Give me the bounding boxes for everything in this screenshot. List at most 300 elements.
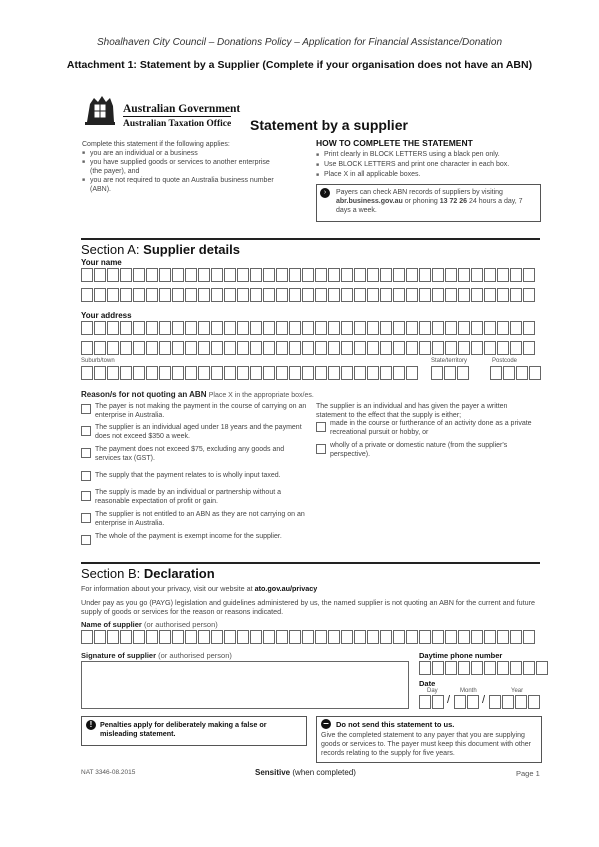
character-box[interactable] [445,268,457,282]
reason-text: The supply is made by an individual or partnership without a reasonable expectation of profit or gain. [95,489,281,505]
character-box[interactable] [289,341,301,355]
character-box[interactable] [380,288,392,302]
character-box[interactable] [211,321,223,335]
character-box[interactable] [458,288,470,302]
state-label: State/territory [431,358,468,364]
character-box[interactable] [133,288,145,302]
character-box[interactable] [406,288,418,302]
character-box[interactable] [224,288,236,302]
section-b-name: Declaration [143,566,215,581]
reason-checkbox[interactable] [81,404,91,414]
address-row-2[interactable] [81,341,535,355]
character-box[interactable] [536,661,548,675]
character-box[interactable] [354,341,366,355]
date-label: Date [419,679,436,688]
character-box[interactable] [510,661,522,675]
character-box[interactable] [224,321,236,335]
character-box[interactable] [120,321,132,335]
page-number: Page 1 [516,769,540,778]
character-box[interactable] [198,288,210,302]
character-box[interactable] [393,366,405,380]
character-box[interactable] [289,288,301,302]
character-box[interactable] [367,630,379,644]
gov-line-2: Australian Taxation Office [123,119,232,129]
character-box[interactable] [419,321,431,335]
character-box[interactable] [471,630,483,644]
character-box[interactable] [419,695,431,709]
character-box[interactable] [94,321,106,335]
character-box[interactable] [107,268,119,282]
character-box[interactable] [250,630,262,644]
character-box[interactable] [367,321,379,335]
suburb-boxes[interactable] [81,366,418,380]
character-box[interactable] [432,661,444,675]
reason-checkbox[interactable] [81,513,91,523]
character-box[interactable] [198,321,210,335]
character-box[interactable] [471,321,483,335]
signature-box[interactable] [81,661,409,709]
running-header: Shoalhaven City Council – Donations Policy – Application for Financial Assistance/Donation [96,37,503,48]
character-box[interactable] [211,366,223,380]
character-box[interactable] [120,341,132,355]
character-box[interactable] [367,268,379,282]
character-box[interactable] [263,630,275,644]
character-box[interactable] [445,341,457,355]
character-box[interactable] [393,321,405,335]
character-box[interactable] [276,341,288,355]
character-box[interactable] [133,630,145,644]
character-box[interactable] [198,366,210,380]
intro-lead: Complete this statement if the following applies: [82,141,230,148]
name-row-1[interactable] [81,268,535,282]
character-box[interactable] [185,268,197,282]
character-box[interactable] [431,366,443,380]
do-not-send-title: Do not send this statement to us. [336,720,455,729]
character-box[interactable] [185,288,197,302]
character-box[interactable] [107,288,119,302]
character-box[interactable] [406,268,418,282]
character-box[interactable] [503,366,515,380]
abn-site-link[interactable]: abr.business.gov.au [336,198,403,205]
state-boxes[interactable] [431,366,469,380]
character-box[interactable] [467,695,479,709]
character-box[interactable] [419,288,431,302]
character-box[interactable] [432,630,444,644]
character-box[interactable] [367,288,379,302]
character-box[interactable] [263,268,275,282]
character-box[interactable] [133,268,145,282]
character-box[interactable] [250,288,262,302]
character-box[interactable] [302,341,314,355]
character-box[interactable] [159,341,171,355]
privacy-link[interactable]: ato.gov.au/privacy [254,584,318,593]
character-box[interactable] [380,268,392,282]
character-box[interactable] [341,341,353,355]
intro-item: ■ you are an individual or a business [82,149,282,158]
character-box[interactable] [146,630,158,644]
character-box[interactable] [94,268,106,282]
character-box[interactable] [393,630,405,644]
character-box[interactable] [198,268,210,282]
character-box[interactable] [276,321,288,335]
character-box[interactable] [484,341,496,355]
supplier-name-hint: (or authorised person) [143,620,218,629]
character-box[interactable] [341,321,353,335]
character-box[interactable] [457,366,469,380]
character-box[interactable] [289,366,301,380]
character-box[interactable] [341,268,353,282]
character-box[interactable] [523,321,535,335]
section-b-rule [81,562,540,564]
character-box[interactable] [315,366,327,380]
character-box[interactable] [445,630,457,644]
character-box[interactable] [354,288,366,302]
character-box[interactable] [406,321,418,335]
character-box[interactable] [211,341,223,355]
character-box[interactable] [250,366,262,380]
character-box[interactable] [237,341,249,355]
character-box[interactable] [354,366,366,380]
howto-item: ■ Use BLOCK LETTERS and print one character in each box. [316,160,546,170]
character-box[interactable] [515,695,527,709]
character-box[interactable] [94,630,106,644]
character-box[interactable] [81,341,93,355]
gov-line-1: Australian Government [123,103,241,115]
character-box[interactable] [185,366,197,380]
no-entry-icon: – [321,719,331,729]
character-box[interactable] [328,268,340,282]
character-box[interactable] [328,288,340,302]
character-box[interactable] [302,288,314,302]
character-box[interactable] [198,341,210,355]
character-box[interactable] [276,630,288,644]
date-slash: / [447,694,451,706]
character-box[interactable] [302,321,314,335]
character-box[interactable] [159,630,171,644]
character-box[interactable] [406,630,418,644]
character-box[interactable] [523,268,535,282]
character-box[interactable] [263,321,275,335]
character-box[interactable] [224,630,236,644]
postcode-label: Postcode [492,358,518,364]
character-box[interactable] [516,366,528,380]
character-box[interactable] [133,341,145,355]
abn-note [336,188,536,215]
character-box[interactable] [120,288,132,302]
section-b-title [81,566,215,581]
character-box[interactable] [146,321,158,335]
character-box[interactable] [133,321,145,335]
character-box[interactable] [276,366,288,380]
sensitive-label [255,768,356,777]
character-box[interactable] [302,630,314,644]
character-box[interactable] [315,268,327,282]
character-box[interactable] [224,341,236,355]
character-box[interactable] [172,366,184,380]
payg-text: Under pay as you go (PAYG) legislation and guidelines administered by us, the named supplier is not quoting an ABN for the current and future supply of goods or services for the reason or reasons indicated. [81,598,536,616]
character-box[interactable] [510,630,522,644]
postcode-boxes[interactable] [490,366,541,380]
character-box[interactable] [289,321,301,335]
character-box[interactable] [198,630,210,644]
character-box[interactable] [328,341,340,355]
character-box[interactable] [107,321,119,335]
character-box[interactable] [523,630,535,644]
character-box[interactable] [354,268,366,282]
character-box[interactable] [489,695,501,709]
exclamation-icon: ! [86,720,96,730]
character-box[interactable] [302,268,314,282]
year-boxes[interactable] [489,695,540,709]
character-box[interactable] [276,268,288,282]
your-address-label: Your address [81,311,132,320]
character-box[interactable] [289,268,301,282]
character-box[interactable] [133,366,145,380]
character-box[interactable] [120,366,132,380]
privacy-line [81,584,317,593]
character-box[interactable] [458,321,470,335]
character-box[interactable] [94,341,106,355]
character-box[interactable] [458,661,470,675]
character-box[interactable] [224,268,236,282]
coat-of-arms-icon [82,92,118,128]
character-box[interactable] [393,268,405,282]
character-box[interactable] [263,366,275,380]
character-box[interactable] [510,321,522,335]
character-box[interactable] [120,268,132,282]
character-box[interactable] [237,288,249,302]
reason-text: The whole of the payment is exempt income for the supplier. [95,533,282,540]
character-box[interactable] [406,341,418,355]
character-box[interactable] [432,268,444,282]
reason-checkbox[interactable] [81,535,91,545]
reason-text: wholly of a private or domestic nature (from the supplier's perspective). [330,442,508,458]
section-a-rule [81,238,540,240]
character-box[interactable] [237,366,249,380]
character-box[interactable] [81,321,93,335]
character-box[interactable] [510,268,522,282]
character-box[interactable] [380,630,392,644]
reason-checkbox[interactable] [81,426,91,436]
character-box[interactable] [328,321,340,335]
character-box[interactable] [94,366,106,380]
reason-text: made in the course or furtherance of an activity done as a private recreational pursuit or hobby, or [330,420,532,436]
character-box[interactable] [432,695,444,709]
phone-boxes[interactable] [419,661,548,675]
character-box[interactable] [497,341,509,355]
character-box[interactable] [432,288,444,302]
character-box[interactable] [458,268,470,282]
character-box[interactable] [484,661,496,675]
character-box[interactable] [367,366,379,380]
character-box[interactable] [393,288,405,302]
character-box[interactable] [497,630,509,644]
character-box[interactable] [419,268,431,282]
character-box[interactable] [471,341,483,355]
day-boxes[interactable] [419,695,444,709]
character-box[interactable] [444,366,456,380]
character-box[interactable] [419,630,431,644]
character-box[interactable] [107,341,119,355]
character-box[interactable] [432,341,444,355]
reason-checkbox[interactable] [81,448,91,458]
character-box[interactable] [211,630,223,644]
character-box[interactable] [510,341,522,355]
character-box[interactable] [528,695,540,709]
character-box[interactable] [172,630,184,644]
character-box[interactable] [146,366,158,380]
character-box[interactable] [341,630,353,644]
character-box[interactable] [454,695,466,709]
character-box[interactable] [159,288,171,302]
character-box[interactable] [471,288,483,302]
character-box[interactable] [107,630,119,644]
character-box[interactable] [406,366,418,380]
suburb-label: Suburb/town [81,358,115,364]
do-not-send-text: Give the completed statement to any payer that you are supplying goods or services to. The payer must keep this document with other records relating to the supply for five years. [321,732,531,757]
reason-checkbox[interactable] [316,444,326,454]
character-box[interactable] [172,268,184,282]
character-box[interactable] [315,288,327,302]
character-box[interactable] [81,268,93,282]
character-box[interactable] [107,366,119,380]
character-box[interactable] [497,268,509,282]
character-box[interactable] [302,366,314,380]
abn-note-post: 24 hours a day, 7 days a week. [336,198,523,214]
reason-checkbox[interactable] [81,471,91,481]
character-box[interactable] [380,366,392,380]
reason-checkbox[interactable] [81,491,91,501]
address-row-1[interactable] [81,321,535,335]
character-box[interactable] [263,341,275,355]
character-box[interactable] [432,321,444,335]
character-box[interactable] [445,321,457,335]
character-box[interactable] [185,321,197,335]
character-box[interactable] [490,366,502,380]
character-box[interactable] [497,661,509,675]
character-box[interactable] [146,268,158,282]
character-box[interactable] [529,366,541,380]
supplier-name-boxes[interactable] [81,630,535,644]
character-box[interactable] [315,321,327,335]
character-box[interactable] [146,288,158,302]
character-box[interactable] [276,288,288,302]
month-boxes[interactable] [454,695,479,709]
character-box[interactable] [471,268,483,282]
character-box[interactable] [341,288,353,302]
howto-item: ■ Print clearly in BLOCK LETTERS using a black pen only. [316,150,546,160]
abn-note-mid: or phoning [404,198,438,205]
character-box[interactable] [497,321,509,335]
character-box[interactable] [484,321,496,335]
reasons-heading [81,390,314,399]
character-box[interactable] [458,341,470,355]
character-box[interactable] [510,288,522,302]
abn-note-pre: Payers can check ABN records of suppliers by visiting [336,189,503,196]
character-box[interactable] [523,661,535,675]
supplier-name-title: Name of supplier [81,620,142,629]
character-box[interactable] [81,366,93,380]
form-code: NAT 3346-08.2015 [81,769,136,776]
character-box[interactable] [81,288,93,302]
character-box[interactable] [185,630,197,644]
reason-checkbox[interactable] [316,422,326,432]
character-box[interactable] [445,661,457,675]
character-box[interactable] [159,321,171,335]
character-box[interactable] [523,288,535,302]
character-box[interactable] [237,321,249,335]
character-box[interactable] [341,366,353,380]
character-box[interactable] [523,341,535,355]
month-label: Month [460,688,477,694]
character-box[interactable] [471,661,483,675]
character-box[interactable] [172,288,184,302]
abn-phone: 13 72 26 [439,198,468,205]
signature-title: Signature of supplier [81,651,157,660]
character-box[interactable] [172,341,184,355]
character-box[interactable] [419,661,431,675]
character-box[interactable] [185,341,197,355]
character-box[interactable] [211,288,223,302]
character-box[interactable] [484,630,496,644]
character-box[interactable] [393,341,405,355]
character-box[interactable] [458,630,470,644]
document-title: Statement by a supplier [250,117,408,133]
character-box[interactable] [380,341,392,355]
name-row-2[interactable] [81,288,535,302]
character-box[interactable] [497,288,509,302]
character-box[interactable] [419,341,431,355]
character-box[interactable] [328,366,340,380]
character-box[interactable] [263,288,275,302]
character-box[interactable] [159,268,171,282]
character-box[interactable] [211,268,223,282]
character-box[interactable] [224,366,236,380]
character-box[interactable] [367,341,379,355]
intro-block [82,140,282,194]
character-box[interactable] [159,366,171,380]
reason-text: The supplier is an individual aged under 18 years and the payment does not exceed $350 a week. [95,424,302,440]
character-box[interactable] [380,321,392,335]
character-box[interactable] [237,268,249,282]
character-box[interactable] [315,630,327,644]
character-box[interactable] [94,288,106,302]
day-label: Day [427,688,438,694]
character-box[interactable] [172,321,184,335]
character-box[interactable] [328,630,340,644]
character-box[interactable] [250,321,262,335]
character-box[interactable] [445,288,457,302]
supplier-name-label [81,620,218,629]
character-box[interactable] [484,288,496,302]
character-box[interactable] [289,630,301,644]
signature-hint: (or authorised person) [158,651,232,660]
character-box[interactable] [354,630,366,644]
character-box[interactable] [250,341,262,355]
reasons-hint: Place X in the appropriate box/es. [208,392,314,399]
character-box[interactable] [484,268,496,282]
section-a-title [81,242,240,257]
character-box[interactable] [120,630,132,644]
character-box[interactable] [354,321,366,335]
character-box[interactable] [237,630,249,644]
character-box[interactable] [502,695,514,709]
character-box[interactable] [146,341,158,355]
character-box[interactable] [81,630,93,644]
character-box[interactable] [315,341,327,355]
signature-label [81,651,232,660]
character-box[interactable] [250,268,262,282]
